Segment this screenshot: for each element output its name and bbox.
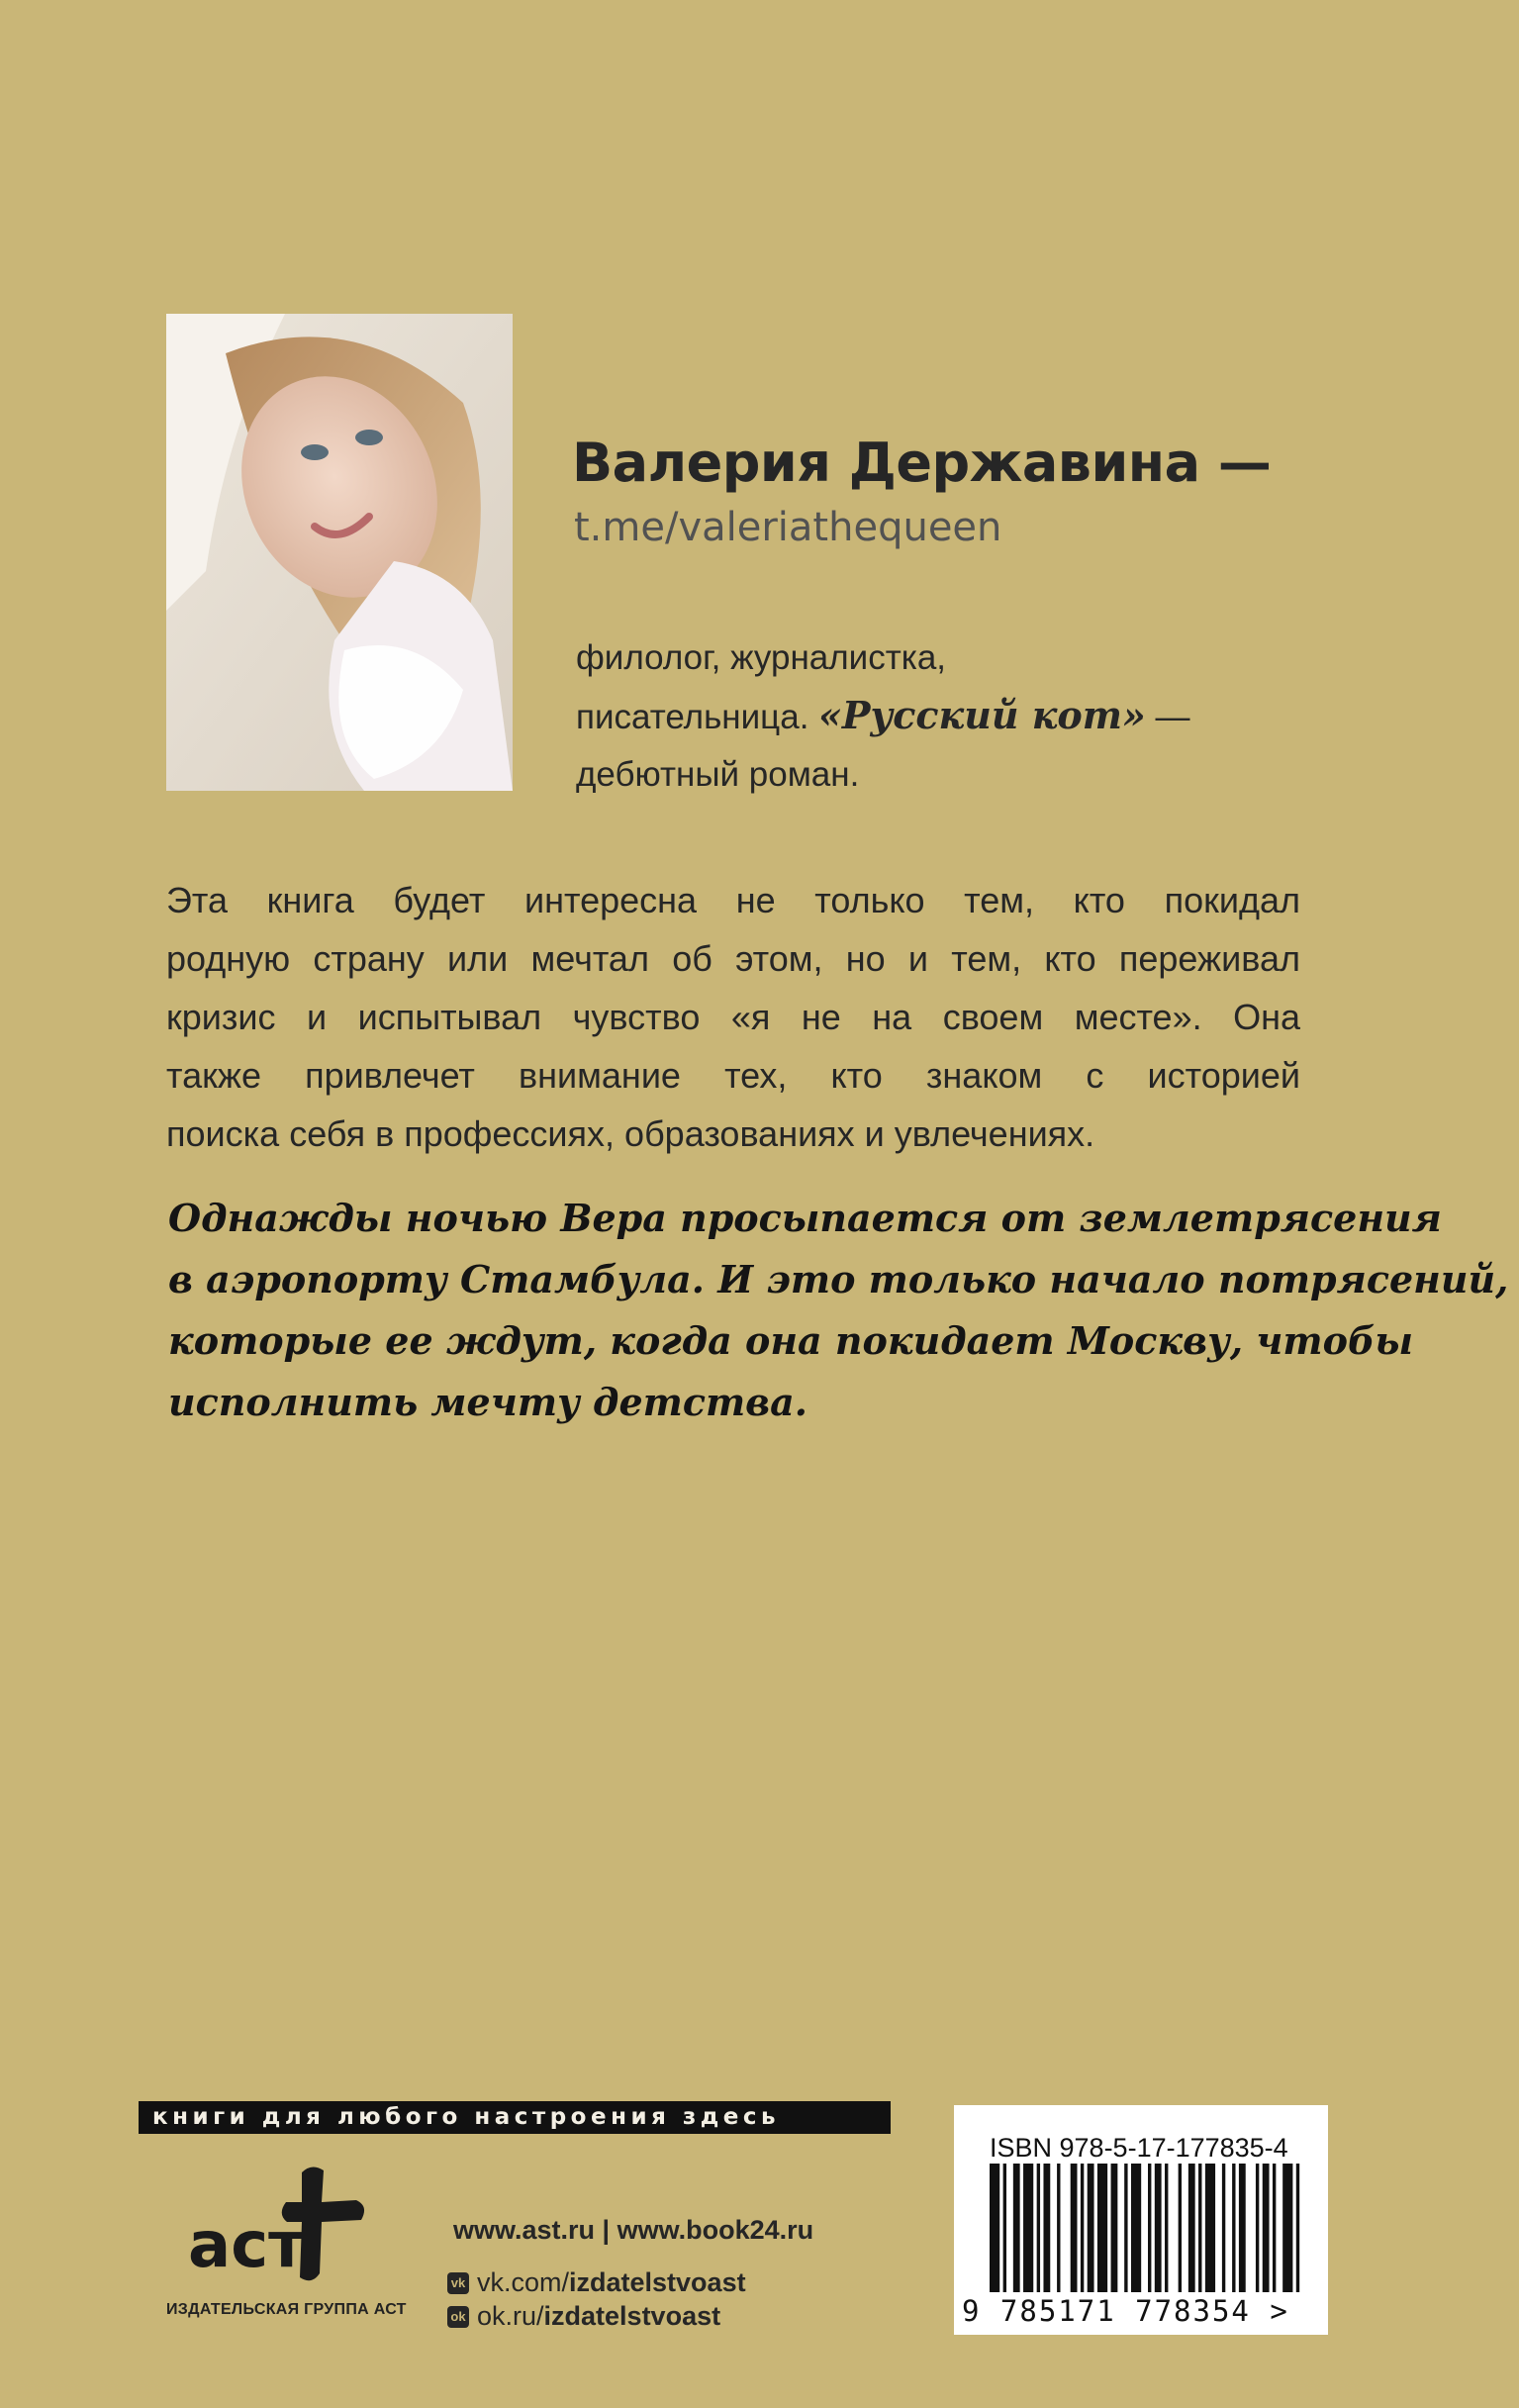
- barcode-bar: [1148, 2164, 1151, 2292]
- barcode-bar: [1057, 2164, 1060, 2292]
- barcode-bar: [1043, 2164, 1050, 2292]
- ok-link[interactable]: [447, 2301, 720, 2332]
- author-name: Валерия Державина —: [572, 432, 1272, 494]
- bio-book-title: «Русский кот»: [818, 693, 1146, 737]
- barcode-bar: [1131, 2164, 1141, 2292]
- teaser-line: в аэропорту Стамбула. И это только начало потрясений,: [168, 1257, 1509, 1301]
- teaser-line: которые ее ждут, когда она покидает Москву, чтобы: [168, 1318, 1414, 1363]
- bio-dash: —: [1145, 698, 1190, 736]
- ok-prefix: ok.ru/: [477, 2301, 544, 2331]
- book-description: [166, 871, 1300, 1163]
- vk-handle: izdatelstvoast: [569, 2267, 746, 2297]
- teaser-line: исполнить мечту детства.: [168, 1380, 807, 1424]
- barcode-bar: [1097, 2164, 1107, 2292]
- barcode-bar: [1198, 2164, 1201, 2292]
- barcode-bar: [1071, 2164, 1078, 2292]
- description-line: поиска себя в профессиях, образованиях и увлечениях.: [166, 1113, 1095, 1154]
- bio-profession: писательница.: [576, 698, 809, 736]
- barcode-bar: [990, 2164, 999, 2292]
- barcode: [990, 2164, 1306, 2292]
- barcode-digits: 9 785171 778354 >: [962, 2294, 1289, 2328]
- publisher-websites[interactable]: www.ast.ru | www.book24.ru: [453, 2215, 814, 2245]
- barcode-bar: [1124, 2164, 1127, 2292]
- bio-line-2: [576, 687, 1288, 746]
- teaser-line: Однажды ночью Вера просыпается от землетрясения: [168, 1196, 1442, 1240]
- barcode-bar: [1296, 2164, 1299, 2292]
- description-line: кризис и испытывал чувство «я не на своем месте». Она: [166, 997, 1300, 1037]
- barcode-bar: [1088, 2164, 1094, 2292]
- logo-caption: ИЗДАТЕЛЬСКАЯ ГРУППА АСТ: [166, 2301, 407, 2318]
- description-line: также привлечет внимание тех, кто знаком с историей: [166, 1055, 1300, 1096]
- barcode-bar: [1037, 2164, 1040, 2292]
- author-telegram-link[interactable]: t.me/valeriathequeen: [574, 505, 1002, 550]
- barcode-bar: [1232, 2164, 1235, 2292]
- barcode-bar: [1205, 2164, 1215, 2292]
- mood-banner: книги для любого настроения здесь: [139, 2101, 891, 2134]
- barcode-bar: [1273, 2164, 1276, 2292]
- barcode-bar: [1263, 2164, 1270, 2292]
- book-teaser: [168, 1188, 1509, 1433]
- ok-icon: ok: [447, 2306, 469, 2328]
- barcode-bar: [1282, 2164, 1292, 2292]
- bio-line-1: филолог, журналистка,: [576, 638, 947, 677]
- vk-icon: vk: [447, 2272, 469, 2294]
- barcode-bar: [1013, 2164, 1020, 2292]
- barcode-bar: [1179, 2164, 1182, 2292]
- barcode-bar: [1003, 2164, 1006, 2292]
- barcode-bar: [1239, 2164, 1246, 2292]
- description-line: родную страну или мечтал об этом, но и тем, кто переживал: [166, 938, 1300, 979]
- barcode-bar: [1111, 2164, 1118, 2292]
- ok-handle: izdatelstvoast: [543, 2301, 721, 2331]
- barcode-bar: [1155, 2164, 1162, 2292]
- bio-line-3: дебютный роман.: [576, 755, 860, 794]
- vk-prefix: vk.com/: [477, 2267, 570, 2297]
- barcode-bar: [1165, 2164, 1168, 2292]
- author-bio: [576, 629, 1288, 804]
- barcode-bar: [1081, 2164, 1084, 2292]
- barcode-bar: [1023, 2164, 1033, 2292]
- author-photo: [166, 314, 513, 791]
- vk-link[interactable]: [447, 2267, 746, 2298]
- ast-logo: [183, 2163, 381, 2291]
- barcode-bar: [1256, 2164, 1259, 2292]
- barcode-bar: [1222, 2164, 1225, 2292]
- logo-text: аст: [188, 2209, 306, 2282]
- barcode-bar: [1188, 2164, 1195, 2292]
- description-line: Эта книга будет интересна не только тем, кто покидал: [166, 880, 1300, 920]
- isbn-label: ISBN 978-5-17-177835-4: [990, 2133, 1288, 2163]
